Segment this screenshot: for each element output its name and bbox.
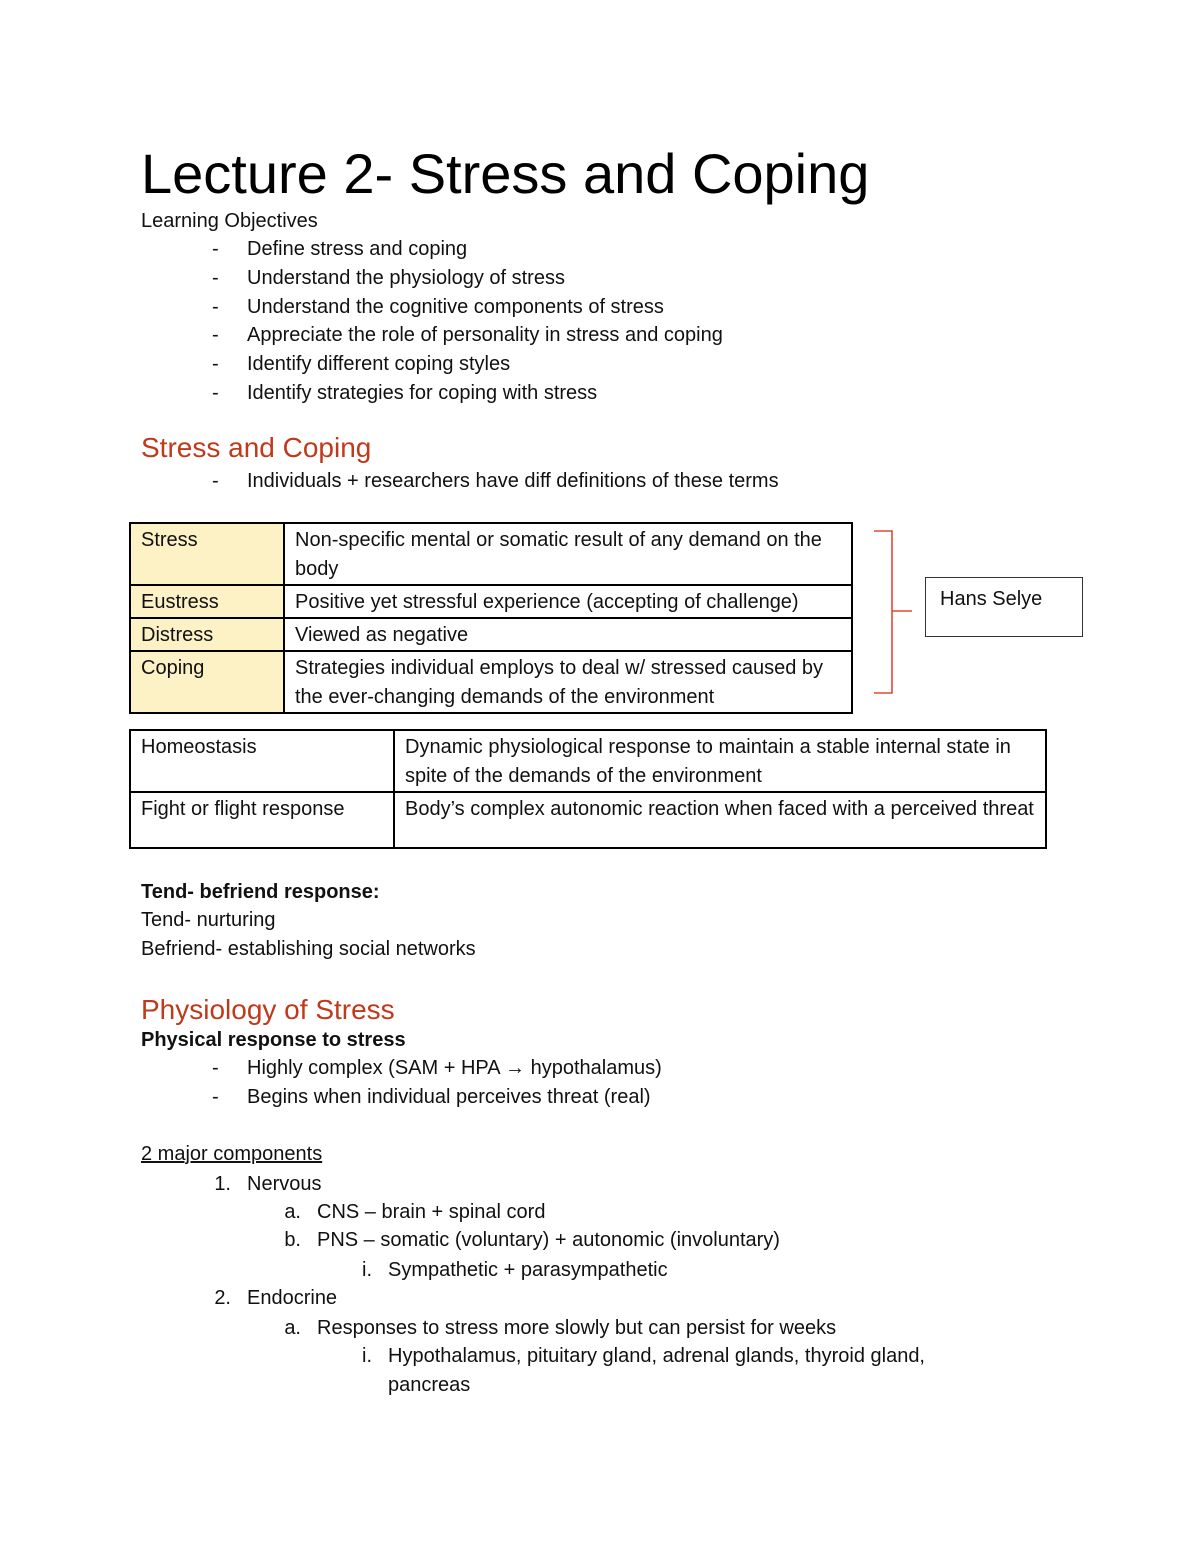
befriend-line: Befriend- establishing social networks <box>141 938 476 960</box>
definition-cell: Body’s complex autonomic reaction when faced with a perceived threat <box>394 792 1046 848</box>
list-letter: a. <box>284 1201 301 1223</box>
term-cell: Coping <box>130 651 284 713</box>
term-cell: Fight or flight response <box>130 792 394 848</box>
section-heading-stress-coping: Stress and Coping <box>141 432 372 463</box>
definition-cell: Viewed as negative <box>284 618 852 651</box>
term-cell: Stress <box>130 523 284 585</box>
term-cell: Homeostasis <box>130 730 394 792</box>
list-item: Identify strategies for coping with stress <box>247 382 598 404</box>
definition-cell: Non-specific mental or somatic result of any demand on the body <box>284 523 852 585</box>
list-item: PNS – somatic (voluntary) + autonomic (involuntary) <box>317 1229 780 1251</box>
list-letter: b. <box>284 1229 301 1251</box>
term-cell: Eustress <box>130 585 284 618</box>
tend-befriend-heading: Tend- befriend response: <box>141 881 380 903</box>
list-item: Endocrine <box>247 1287 338 1309</box>
list-item: Highly complex (SAM + HPA → hypothalamus) <box>247 1057 662 1079</box>
definition-cell: Dynamic physiological response to maintain a stable internal state in spite of the demands of the environment <box>394 730 1046 792</box>
physical-response-heading: Physical response to stress <box>141 1029 406 1051</box>
list-item: Sympathetic + parasympathetic <box>388 1259 668 1281</box>
bracket-icon <box>872 528 922 698</box>
list-item: Begins when individual perceives threat (real) <box>247 1086 651 1108</box>
list-number: 2. <box>214 1287 231 1309</box>
definitions-table <box>129 522 853 714</box>
table-row <box>130 730 1046 792</box>
list-roman: i. <box>362 1345 372 1367</box>
tend-line: Tend- nurturing <box>141 909 276 931</box>
list-item: Responses to stress more slowly but can persist for weeks <box>317 1317 837 1339</box>
hans-selye-box: Hans Selye <box>925 577 1083 637</box>
table-row <box>130 651 852 713</box>
list-item: Individuals + researchers have diff definitions of these terms <box>247 470 779 492</box>
table-row <box>130 585 852 618</box>
list-item: pancreas <box>388 1374 471 1396</box>
list-item: Define stress and coping <box>247 238 468 260</box>
list-item: Identify different coping styles <box>247 353 511 375</box>
table-row <box>130 523 852 585</box>
components-label: 2 major components <box>141 1143 323 1165</box>
definition-cell: Strategies individual employs to deal w/ stressed caused by the ever-changing demands of the environment <box>284 651 852 713</box>
list-item: Appreciate the role of personality in stress and coping <box>247 324 723 346</box>
list-item: Hypothalamus, pituitary gland, adrenal glands, thyroid gland, <box>388 1345 925 1367</box>
objectives-label: Learning Objectives <box>141 210 318 232</box>
table-row <box>130 792 1046 848</box>
list-item: CNS – brain + spinal cord <box>317 1201 546 1223</box>
term-cell: Distress <box>130 618 284 651</box>
list-item: Nervous <box>247 1173 322 1195</box>
definition-cell: Positive yet stressful experience (accepting of challenge) <box>284 585 852 618</box>
table-row <box>130 618 852 651</box>
list-roman: i. <box>362 1259 372 1281</box>
list-item: Understand the physiology of stress <box>247 267 565 289</box>
list-item: Understand the cognitive components of stress <box>247 296 664 318</box>
physiology-terms-table <box>129 729 1047 849</box>
list-letter: a. <box>284 1317 301 1339</box>
list-number: 1. <box>214 1173 231 1195</box>
section-heading-physiology: Physiology of Stress <box>141 994 395 1025</box>
page-title: Lecture 2- Stress and Coping <box>141 142 870 205</box>
